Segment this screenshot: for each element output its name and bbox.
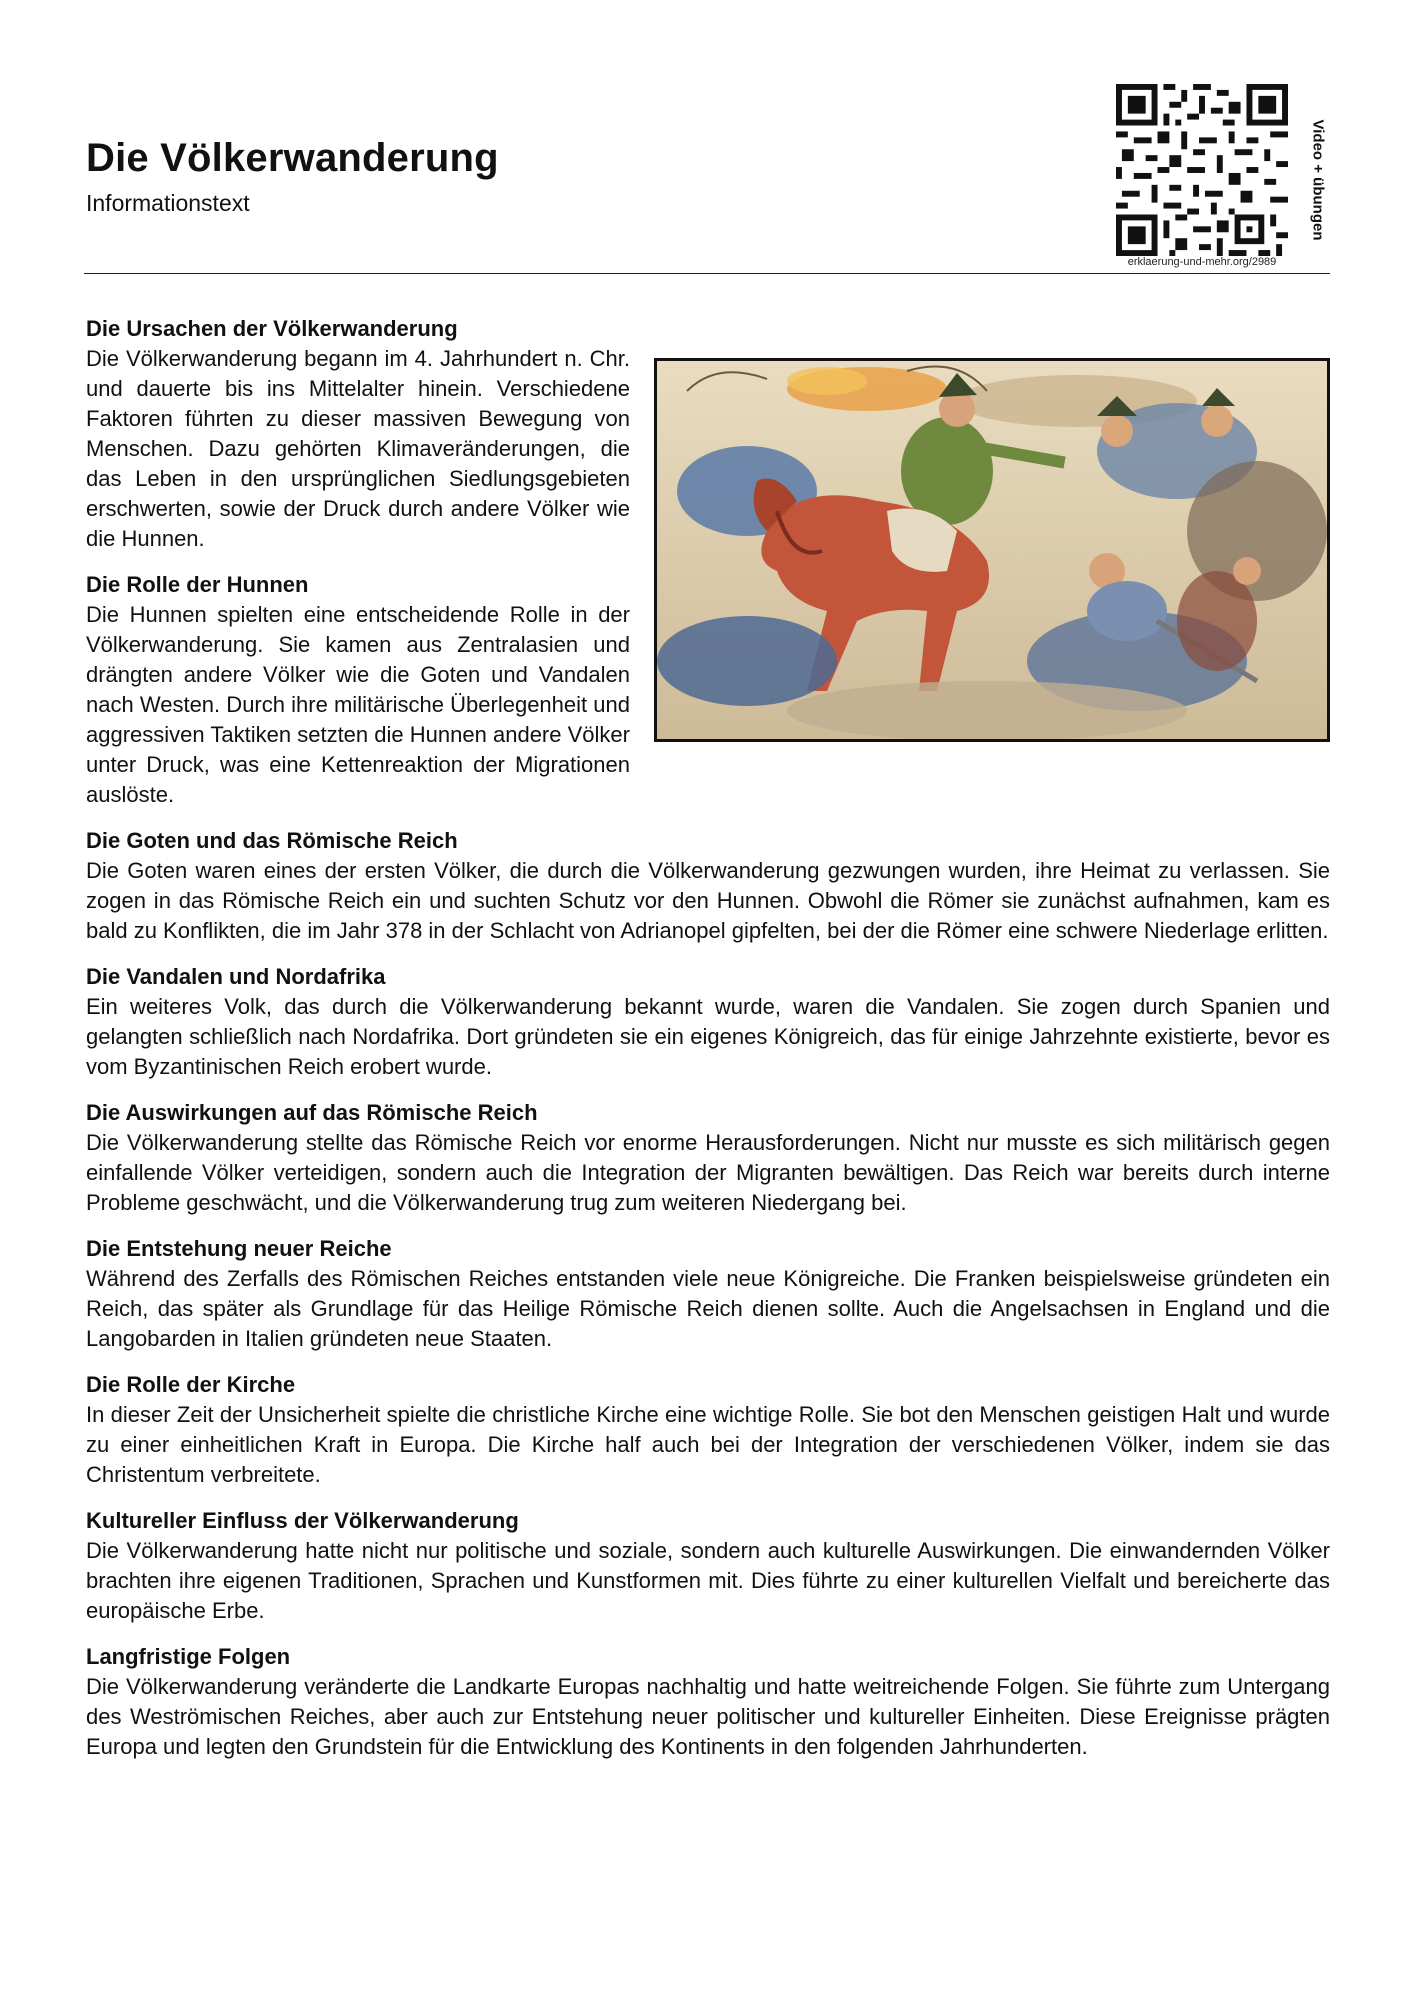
- section-ursachen: [86, 314, 1330, 554]
- section-kirche: [86, 1370, 1330, 1490]
- section-text: Die Völkerwanderung stellte das Römische Reich vor enorme Herausforderungen. Nicht nur musste es sich militärisch gegen einfallende Völker verteidigen, sondern auch die Integration der Migranten bewältigen. Das Reich war bereits durch interne Probleme geschwächt, und die Völkerwanderung trug zum weiteren Niedergang bei.: [86, 1130, 1330, 1215]
- qr-url[interactable]: erklaerung-und-mehr.org/2989: [1127, 256, 1277, 268]
- page-subtitle: Informationstext: [86, 190, 250, 216]
- article-body: [86, 314, 1330, 1778]
- section-heading: Die Vandalen und Nordafrika: [86, 964, 386, 989]
- section-goten: [86, 826, 1330, 946]
- section-text: Die Goten waren eines der ersten Völker, die durch die Völkerwanderung gezwungen wurden, ihre Heimat zu verlassen. Sie zogen in das Römische Reich ein und suchten Schutz vor den Hunnen. Obwohl die Römer sie zunächst aufnahmen, kam es bald zu Konflikten, die im Jahr 378 in der Schlacht von Adrianopel gipfelten, bei der die Römer eine schwere Niederlage erlitten.: [86, 858, 1330, 943]
- section-text: Ein weiteres Volk, das durch die Völkerwanderung bekannt wurde, waren die Vandalen. Sie zogen durch Spanien und gelangten schließlich nach Nordafrika. Dort gründeten sie ein eigenes Königreich, das für einige Jahrzehnte existierte, bevor es vom Byzantinischen Reich erobert wurde.: [86, 994, 1330, 1079]
- section-heading: Die Rolle der Hunnen: [86, 572, 309, 597]
- illustration-huns-cavalry-battle-icon: [657, 361, 1327, 739]
- section-text: Die Hunnen spielten eine entscheidende Rolle in der Völkerwanderung. Sie kamen aus Zentralasien und drängten andere Völker wie die Goten und Vandalen nach Westen. Durch ihre militärische Überlegenheit und aggressiven Taktiken setzten die Hunnen andere Völker unter Druck, was eine Kettenreaktion der Migrationen auslöste.: [86, 602, 630, 807]
- page-title: Die Völkerwanderung: [86, 136, 499, 180]
- section-heading: Die Entstehung neuer Reiche: [86, 1236, 392, 1261]
- qr-code-icon[interactable]: [1116, 84, 1288, 256]
- section-heading: Die Rolle der Kirche: [86, 1372, 296, 1397]
- section-text: In dieser Zeit der Unsicherheit spielte die christliche Kirche eine wichtige Rolle. Sie bot den Menschen geistigen Halt und wurde zu einer einheitlichen Kraft in Europa. Die Kirche half auch bei der Integration der verschiedenen Völker, indem sie das Christentum verbreitete.: [86, 1402, 1330, 1487]
- section-heading: Die Goten und das Römische Reich: [86, 828, 458, 853]
- section-heading: Die Auswirkungen auf das Römische Reich: [86, 1100, 538, 1125]
- qr-side-label: [1300, 100, 1336, 260]
- section-text: Die Völkerwanderung hatte nicht nur politische und soziale, sondern auch kulturelle Auswirkungen. Die einwandernden Völker brachten ihre eigenen Traditionen, Sprachen und Kunstformen mit. Dies führte zu einer kulturellen Vielfalt und bereicherte das europäische Erbe.: [86, 1538, 1330, 1623]
- section-auswirkungen: [86, 1098, 1330, 1218]
- section-kultur: [86, 1506, 1330, 1626]
- section-heading: Kultureller Einfluss der Völkerwanderung: [86, 1508, 519, 1533]
- huns-battle-illustration: [654, 358, 1330, 742]
- section-heading: Langfristige Folgen: [86, 1644, 291, 1669]
- section-vandalen: [86, 962, 1330, 1082]
- qr-side-text: Video + übungen: [1309, 119, 1327, 241]
- section-text: Während des Zerfalls des Römischen Reiches entstanden viele neue Königreiche. Die Franken beispielsweise gründeten ein Reich, das später als Grundlage für das Heilige Römische Reich dienen sollte. Auch die Angelsachsen in England und die Langobarden in Italien gründeten neue Staaten.: [86, 1266, 1330, 1351]
- section-text: Die Völkerwanderung begann im 4. Jahrhundert n. Chr. und dauerte bis ins Mittelalter hinein. Verschiedene Faktoren führten zu dieser massiven Bewegung von Menschen. Dazu gehörten Klimaveränderungen, die das Leben in den ursprünglichen Siedlungsgebieten erschwerten, sowie der Druck durch andere Völker wie die Hunnen.: [86, 346, 630, 551]
- header-divider: [84, 273, 1330, 274]
- section-neue-reiche: [86, 1234, 1330, 1354]
- section-heading: Die Ursachen der Völkerwanderung: [86, 316, 458, 341]
- section-folgen: [86, 1642, 1330, 1762]
- section-text: Die Völkerwanderung veränderte die Landkarte Europas nachhaltig und hatte weitreichende Folgen. Sie führte zum Untergang des Weströmischen Reiches, aber auch zur Entstehung neuer politischer und kultureller Einheiten. Diese Ereignisse prägten Europa und legten den Grundstein für die Entwicklung des Kontinents in den folgenden Jahrhunderten.: [86, 1674, 1330, 1759]
